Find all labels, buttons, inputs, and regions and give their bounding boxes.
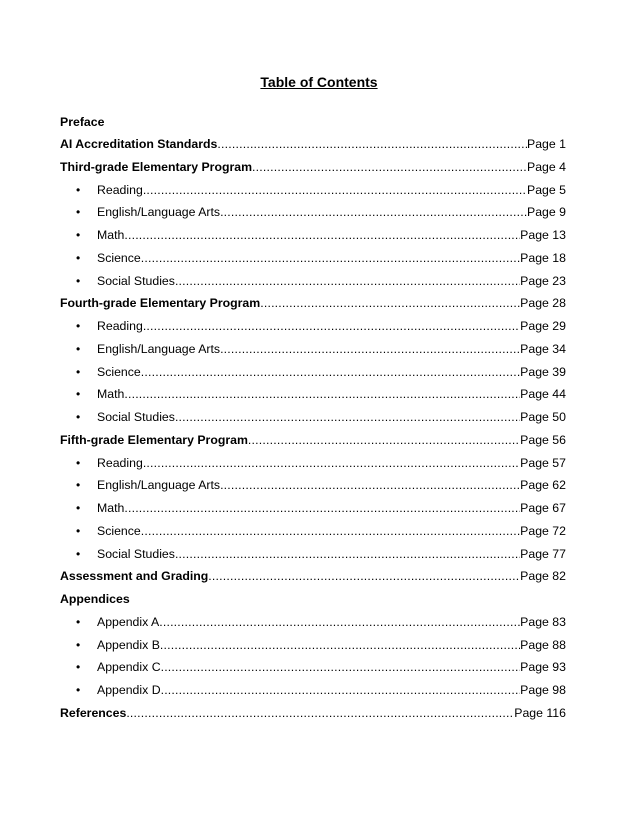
toc-dot-leader [252,160,527,175]
toc-subentry[interactable] [97,251,566,267]
toc-page-number: Page 13 [520,228,566,242]
toc-page-number: Page 1 [527,137,566,151]
toc-entry-label: Appendix B [97,637,160,652]
toc-entry-label: Third-grade Elementary Program [60,159,253,174]
bullet-icon: • [76,410,81,424]
toc-entry-label: Science [97,250,141,265]
bullet-icon: • [76,546,81,561]
toc-section-entry[interactable] [60,433,566,449]
toc-entry-label: English/Language Arts [97,205,221,220]
toc-page-number: Page 56 [520,432,566,447]
preface-heading: Preface [60,115,105,129]
bullet-icon: • [76,205,81,220]
bullet-icon: • [76,319,81,333]
bullet-icon: • [76,660,81,675]
toc-entry-label: Math [97,228,125,242]
toc-dot-leader [124,501,520,516]
bullet-icon: • [76,341,81,356]
toc-entry-label: English/Language Arts [97,341,221,356]
toc-page-number: Page 116 [514,705,566,720]
toc-page-number: Page 83 [520,614,566,629]
toc-subentry[interactable] [97,365,566,381]
toc-section-entry[interactable] [60,296,566,312]
toc-dot-leader [124,387,520,402]
toc-dot-leader [208,569,520,584]
toc-subentry[interactable] [97,660,566,676]
toc-page-number: Page 44 [520,387,566,402]
toc-entry-label: Math [97,387,125,402]
toc-subentry[interactable] [97,615,566,631]
toc-dot-leader [143,456,520,471]
toc-section-entry[interactable] [60,160,566,176]
bullet-icon: • [76,523,81,538]
toc-dot-leader [143,183,527,198]
toc-page-number: Page 98 [520,683,566,697]
toc-dot-leader [248,433,520,448]
bullet-icon: • [76,614,81,629]
toc-section-heading: Appendices [60,592,130,606]
toc-section-entry[interactable] [60,706,566,722]
toc-subentry[interactable] [97,524,566,540]
toc-page-number: Page 67 [520,501,566,515]
toc-dot-leader [175,547,520,562]
toc-dot-leader [175,274,520,289]
toc-subentry[interactable] [97,501,566,517]
toc-entry-label: Appendix A [97,614,160,629]
toc-dot-leader [260,296,520,311]
toc-entry-label: Fourth-grade Elementary Program [60,296,261,311]
toc-dot-leader [220,478,520,493]
toc-entry-label: Assessment and Grading [60,569,209,584]
toc-page-number: Page 57 [520,455,566,470]
toc-page-number: Page 18 [520,250,566,265]
toc-dot-leader [159,615,520,630]
toc-section-entry[interactable] [60,569,566,585]
toc-page-number: Page 39 [520,364,566,379]
toc-entry-label: Math [97,501,125,515]
toc-entry-label: English/Language Arts [97,478,221,493]
toc-entry-label: Reading [97,182,143,197]
toc-dot-leader [126,706,514,721]
bullet-icon: • [76,273,81,288]
toc-page-number: Page 50 [520,410,566,424]
bullet-icon: • [76,637,81,652]
toc-page-number: Page 62 [520,478,566,493]
toc-dot-leader [124,228,520,243]
bullet-icon: • [76,387,81,402]
toc-entry-label: Reading [97,319,143,333]
toc-subentry[interactable] [97,638,566,654]
toc-entry-label: Social Studies [97,546,175,561]
toc-entry-label: Social Studies [97,273,175,288]
bullet-icon: • [76,683,81,697]
bullet-icon: • [76,250,81,265]
bullet-icon: • [76,228,81,242]
toc-subentry[interactable] [97,478,566,494]
toc-subentry[interactable] [97,319,566,335]
toc-section-entry[interactable] [60,137,566,153]
toc-dot-leader [161,660,521,675]
toc-page-number: Page 88 [520,637,566,652]
toc-entry-label: Appendix D [97,683,161,697]
bullet-icon: • [76,364,81,379]
toc-subentry[interactable] [97,387,566,403]
toc-page-number: Page 4 [527,159,566,174]
toc-entry-label: Reading [97,455,143,470]
toc-subentry[interactable] [97,228,566,244]
toc-dot-leader [217,137,527,152]
bullet-icon: • [76,501,81,515]
toc-entry-label: References [60,705,127,720]
toc-dot-leader [220,342,520,357]
toc-subentry[interactable] [97,683,566,699]
toc-page-number: Page 28 [520,296,566,311]
toc-dot-leader [175,410,520,425]
toc-page-number: Page 29 [520,319,566,333]
toc-subentry[interactable] [97,456,566,472]
toc-page-number: Page 82 [520,569,566,584]
toc-entry-label: Social Studies [97,410,175,424]
toc-subentry[interactable] [97,183,566,199]
toc-entry-label: Appendix C [97,660,161,675]
toc-page-number: Page 72 [520,523,566,538]
toc-dot-leader [141,251,520,266]
toc-page-number: Page 23 [520,273,566,288]
toc-dot-leader [220,205,527,220]
toc-dot-leader [161,683,521,698]
bullet-icon: • [76,182,81,197]
toc-entry-label: Science [97,364,141,379]
toc-page-number: Page 5 [527,182,566,197]
toc-subentry[interactable] [97,274,566,290]
toc-entry-label: AI Accreditation Standards [60,137,218,151]
toc-page-number: Page 93 [520,660,566,675]
toc-subentry[interactable] [97,410,566,426]
page-title: Table of Contents [260,74,378,90]
toc-entry-label: Science [97,523,141,538]
toc-subentry[interactable] [97,205,566,221]
toc-page-number: Page 9 [527,205,566,220]
toc-dot-leader [141,524,520,539]
bullet-icon: • [76,455,81,470]
toc-entry-label: Fifth-grade Elementary Program [60,432,248,447]
toc-page-number: Page 34 [520,341,566,356]
toc-subentry[interactable] [97,342,566,358]
toc-dot-leader [160,638,520,653]
toc-dot-leader [143,319,520,334]
toc-dot-leader [141,365,520,380]
toc-subentry[interactable] [97,547,566,563]
toc-page-number: Page 77 [520,546,566,561]
bullet-icon: • [76,478,81,493]
